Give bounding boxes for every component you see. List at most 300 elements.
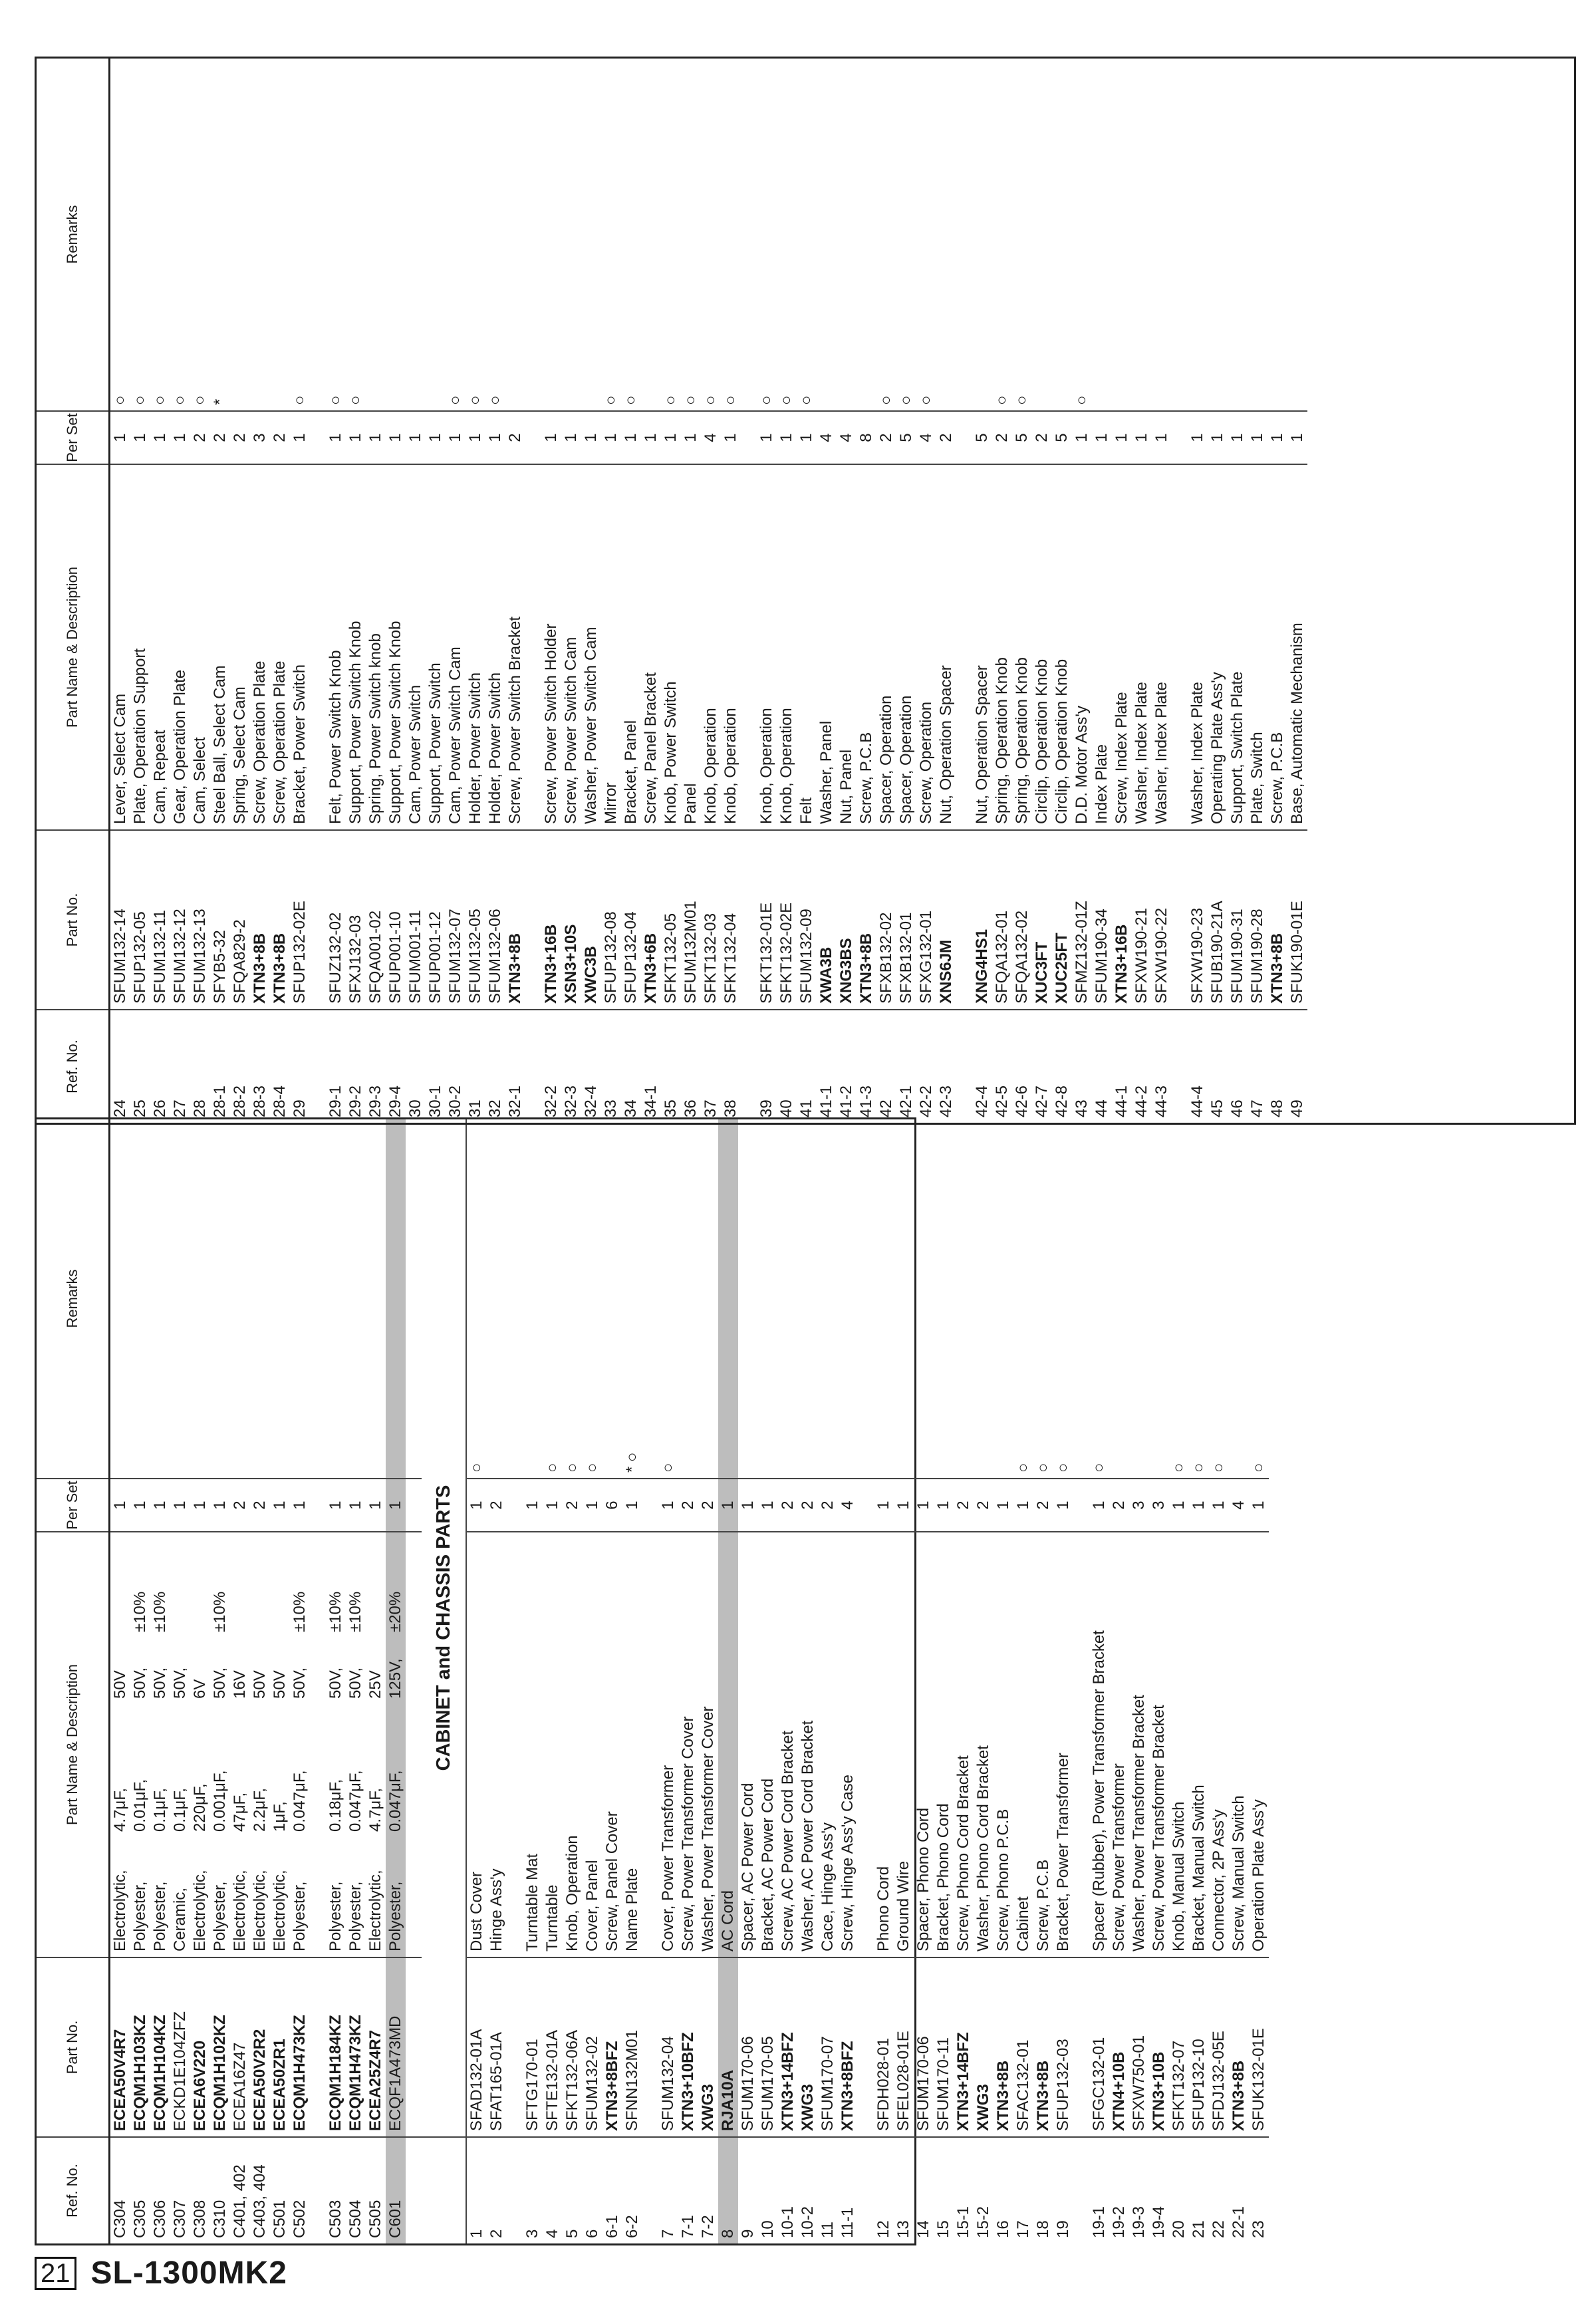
description-cell: Felt [797, 464, 817, 830]
table-row [818, 1119, 838, 2243]
part-no-cell: SFUB190-21A [1208, 830, 1228, 1010]
table-row [876, 59, 896, 1123]
per-set-cell: 2 [563, 1479, 583, 1532]
part-no-cell: SFUM132-07 [446, 830, 466, 1010]
per-set-cell: 1 [757, 411, 777, 464]
part-no-cell: SFUM170-06 [738, 1957, 758, 2137]
remarks-cell [1208, 59, 1228, 411]
part-no-cell: SFXW190-22 [1152, 830, 1172, 1010]
description-part: Electrolytic, [271, 1870, 289, 1951]
spacer-row [507, 1119, 523, 2243]
ref-no-cell: 28-1 [210, 1010, 230, 1123]
per-set-cell: 1 [1132, 411, 1152, 464]
parts-rows-left [110, 1119, 1269, 2243]
description-cell: Panel [681, 464, 701, 830]
remarks-cell [1152, 59, 1172, 411]
spacer-cell [956, 830, 972, 1010]
part-no-cell: SFUP132-02E [290, 830, 310, 1010]
spacer-cell [406, 2137, 422, 2243]
remarks-cell [130, 1119, 150, 1479]
remarks-cell [270, 59, 290, 411]
table-row [366, 1119, 386, 2243]
ref-no-cell: C308 [190, 2137, 210, 2243]
description-cell: Screw, Hinge Ass'y Case [838, 1532, 858, 1957]
per-set-cell: 2 [1033, 1479, 1053, 1532]
spacer-cell [310, 59, 326, 411]
description-cell: Spacer, Operation [896, 464, 916, 830]
ref-no-cell: 28-4 [270, 1010, 290, 1123]
description-cell: Knob, Operation [701, 464, 721, 830]
description-part: Electrolytic, [111, 1870, 129, 1951]
description-part: 50V [251, 1670, 269, 1699]
spacer-cell [741, 59, 757, 411]
description-cell: Spring, Operation Knob [992, 464, 1012, 830]
remarks-cell [270, 1119, 290, 1479]
section-header-row [422, 1119, 466, 2243]
spacer-cell [956, 1010, 972, 1123]
description-cell: Knob, Operation [721, 464, 741, 830]
per-set-cell: 1 [346, 411, 366, 464]
ref-no-cell: 37 [701, 1010, 721, 1123]
ref-no-cell: 35 [661, 1010, 681, 1123]
description-cell: Plate, Operation Support [130, 464, 150, 830]
description-cell: Knob, Operation [777, 464, 797, 830]
remarks-cell: ○ [1090, 1463, 1108, 1473]
remarks-cell: ○ [877, 395, 895, 405]
table-row [1152, 59, 1172, 1123]
spacer-cell [525, 464, 541, 830]
description-cell: Washer, Index Plate [1132, 464, 1152, 830]
per-set-cell: 1 [1112, 411, 1132, 464]
remarks-cell: ○ [327, 395, 344, 405]
part-no-cell: SFUM132-04 [658, 1957, 678, 2137]
description-part: 125V, [386, 1658, 404, 1699]
description-part: 0.1μF, [151, 1788, 169, 1832]
part-no-cell: SFKT132-02E [777, 830, 797, 1010]
ref-no-cell: 14 [914, 2137, 934, 2243]
remarks-cell: ○ [583, 1463, 601, 1473]
description-part: Electrolytic, [366, 1870, 384, 1951]
part-no-cell: SFUM132-09 [797, 830, 817, 1010]
ref-no-cell: 42-5 [992, 1010, 1012, 1123]
per-set-cell: 1 [1092, 411, 1112, 464]
per-set-cell: 1 [914, 1479, 934, 1532]
remarks-cell: ○ [486, 395, 504, 405]
table-row [817, 59, 837, 1123]
ref-no-cell: 31 [466, 1010, 485, 1123]
ref-no-cell: 30-2 [446, 1010, 466, 1123]
per-set-cell: 1 [150, 411, 170, 464]
description-cell: Base, Automatic Mechanism [1287, 464, 1307, 830]
description-cell: Screw, Power Transformer Cover [678, 1532, 698, 1957]
per-set-cell: 1 [290, 1479, 310, 1532]
remarks-cell: ○ [659, 1463, 677, 1473]
per-set-cell: 1 [621, 411, 641, 464]
part-no-cell: SFUK190-01E [1287, 830, 1307, 1010]
per-set-cell: 4 [817, 411, 837, 464]
table-row [346, 1119, 366, 2243]
per-set-cell: 1 [466, 411, 485, 464]
spacer-cell [642, 1957, 658, 2137]
description-part: 50V, [346, 1667, 364, 1699]
remarks-cell [1109, 1119, 1129, 1479]
remarks-cell [641, 59, 661, 411]
part-no-cell: SFQA829-2 [230, 830, 250, 1010]
part-no-cell: SFXW750-01 [1129, 1957, 1149, 2137]
per-set-cell: 1 [523, 1479, 543, 1532]
table-row [541, 59, 561, 1123]
remarks-cell: ○ [131, 395, 149, 405]
part-no-cell: ECQM1H473KZ [290, 1957, 310, 2137]
part-no-cell: XUC25FT [1052, 830, 1072, 1010]
remarks-cell: ○ [622, 395, 640, 405]
ref-no-cell: 30 [406, 1010, 426, 1123]
remarks-cell: ○ [1034, 1463, 1052, 1473]
ref-no-cell: 17 [1013, 2137, 1033, 2243]
description-cell [230, 1532, 250, 1957]
part-no-cell: SFQA132-01 [992, 830, 1012, 1010]
per-set-cell: 4 [916, 411, 936, 464]
description-cell: Washer, Power Transformer Bracket [1129, 1532, 1149, 1957]
remarks-cell [150, 1119, 170, 1479]
table-row [1053, 1119, 1073, 2243]
part-no-cell: XTN3+10BFZ [678, 1957, 698, 2137]
spacer-cell [741, 464, 757, 830]
remarks-cell [1112, 59, 1132, 411]
per-set-cell: 1 [326, 411, 346, 464]
description-cell: Screw, P.C.B [857, 464, 876, 830]
description-cell: Support, Switch Plate [1228, 464, 1248, 830]
description-cell [210, 1532, 230, 1957]
description-cell: Screw, P.C.B [1267, 464, 1287, 830]
table-row [1248, 59, 1267, 1123]
description-cell: Screw, Power Transformer [1109, 1532, 1129, 1957]
description-cell: Name Plate [622, 1532, 642, 1957]
ref-no-cell: 42-2 [916, 1010, 936, 1123]
table-row [857, 59, 876, 1123]
remarks-cell [230, 1119, 250, 1479]
spacer-cell [1073, 1479, 1089, 1532]
remarks-cell [110, 1119, 131, 1479]
per-set-cell: 1 [386, 1479, 406, 1532]
table-row [1112, 59, 1132, 1123]
per-set-cell: 1 [130, 411, 150, 464]
description-part: Electrolytic, [251, 1870, 269, 1951]
per-set-cell: 8 [857, 411, 876, 464]
per-set-cell: 1 [622, 1479, 642, 1532]
table-row [1249, 1119, 1269, 2243]
ref-no-cell: 27 [170, 1010, 190, 1123]
ref-no-cell: 6 [583, 2137, 602, 2243]
description-part: 4.7μF, [111, 1788, 129, 1832]
remarks-cell: ○ [151, 395, 169, 405]
part-no-cell: SFUM132-12 [170, 830, 190, 1010]
per-set-cell: 2 [505, 411, 525, 464]
per-set-cell: 1 [561, 411, 581, 464]
page-footer [35, 2255, 287, 2291]
header-remarks: Remarks [37, 1119, 110, 1479]
part-no-cell: XTN3+10B [1149, 1957, 1169, 2137]
remarks-cell [838, 1119, 858, 1479]
ref-no-cell: 28-3 [250, 1010, 270, 1123]
ref-no-cell: C601 [386, 2137, 406, 2243]
description-cell: Cam, Repeat [150, 464, 170, 830]
ref-no-cell: 41-1 [817, 1010, 837, 1123]
description-cell: Cover, Panel [583, 1532, 602, 1957]
table-row [934, 1119, 954, 2243]
part-no-cell: XTN3+8B [1229, 1957, 1249, 2137]
per-set-cell: 5 [1012, 411, 1032, 464]
description-part: ±10% [131, 1591, 149, 1632]
ref-no-cell: C304 [110, 2137, 131, 2243]
remarks-cell: ○ [467, 1463, 485, 1473]
part-no-cell: SFXB132-02 [876, 830, 896, 1010]
remarks-cell: ○ [897, 395, 915, 405]
per-set-cell: 4 [1229, 1479, 1249, 1532]
ref-no-cell: 32-3 [561, 1010, 581, 1123]
description-part: ±10% [327, 1591, 344, 1632]
section-gap-cell [422, 2137, 466, 2243]
table-row [992, 59, 1012, 1123]
remarks-cell: ○ [702, 395, 720, 405]
table-row [678, 1119, 698, 2243]
description-cell [366, 1532, 386, 1957]
remarks-cell [817, 59, 837, 411]
ref-no-cell: 3 [523, 2137, 543, 2243]
part-no-cell: SFKT132-06A [563, 1957, 583, 2137]
remarks-cell [874, 1119, 894, 1479]
ref-no-cell: C403, 404 [250, 2137, 270, 2243]
per-set-cell: 3 [1149, 1479, 1169, 1532]
table-row [446, 59, 466, 1123]
spacer-cell [310, 1532, 326, 1957]
ref-no-cell: 42 [876, 1010, 896, 1123]
table-row [954, 1119, 974, 2243]
remarks-cell [1132, 59, 1152, 411]
ref-no-cell: 6-2 [622, 2137, 642, 2243]
ref-no-cell: 9 [738, 2137, 758, 2243]
part-no-cell: SFUM132-02 [583, 1957, 602, 2137]
ref-no-cell: 32-1 [505, 1010, 525, 1123]
ref-no-cell: 45 [1208, 1010, 1228, 1123]
ref-no-cell: 47 [1248, 1010, 1267, 1123]
ref-no-cell: 42-3 [936, 1010, 956, 1123]
remarks-cell [994, 1119, 1013, 1479]
remarks-cell [738, 1119, 758, 1479]
per-set-cell: 1 [718, 1479, 738, 1532]
part-no-cell: XTN3+8B [270, 830, 290, 1010]
description-cell: Screw, Manual Switch [1229, 1532, 1249, 1957]
table-row [230, 59, 250, 1123]
description-cell: Turntable [543, 1532, 563, 1957]
table-row [972, 59, 992, 1123]
part-no-cell: SFDH028-01 [874, 1957, 894, 2137]
table-row [1188, 59, 1208, 1123]
part-no-cell: RJA10A [718, 1957, 738, 2137]
table-row [505, 59, 525, 1123]
parts-table-right [37, 59, 1307, 1123]
description-cell: Circlip, Operation Knob [1032, 464, 1052, 830]
description-cell: Dust Cover [466, 1532, 487, 1957]
spacer-row [310, 1119, 326, 2243]
per-set-cell: 1 [994, 1479, 1013, 1532]
table-row [1267, 59, 1287, 1123]
table-row [487, 1119, 507, 2243]
part-no-cell: XTN3+14BFZ [954, 1957, 974, 2137]
per-set-cell: 4 [837, 411, 857, 464]
ref-no-cell: 7 [658, 2137, 678, 2243]
table-row [326, 1119, 346, 2243]
part-no-cell: ECQM1H103KZ [130, 1957, 150, 2137]
spacer-cell [507, 2137, 523, 2243]
ref-no-cell: 42-4 [972, 1010, 992, 1123]
spacer-cell [310, 1957, 326, 2137]
remarks-cell: ○ [446, 395, 464, 405]
per-set-cell: 1 [406, 411, 426, 464]
remarks-cell [170, 1119, 190, 1479]
table-row [426, 59, 446, 1123]
spacer-cell [406, 1957, 422, 2137]
spacer-cell [642, 2137, 658, 2243]
spacer-row [858, 1119, 874, 2243]
part-no-cell: SFUZ132-02 [326, 830, 346, 1010]
description-cell: Bracket, Phono Cord [934, 1532, 954, 1957]
description-part: Ceramic, [171, 1887, 189, 1951]
table-row [721, 59, 741, 1123]
table-row [914, 1119, 934, 2243]
model-number: SL-1300MK2 [90, 2255, 287, 2291]
table-row [601, 59, 621, 1123]
remarks-cell: ○ [1073, 395, 1091, 405]
description-part: 50V [111, 1670, 129, 1699]
remarks-cell [778, 1119, 798, 1479]
remarks-cell: ○ [346, 395, 364, 405]
part-no-cell: SFUM170-11 [934, 1957, 954, 2137]
ref-no-cell: C502 [290, 2137, 310, 2243]
per-set-cell: 1 [1013, 1479, 1033, 1532]
ref-no-cell: 22 [1209, 2137, 1229, 2243]
table-row [658, 1119, 678, 2243]
remarks-cell [602, 1119, 622, 1479]
part-no-cell: XWG3 [974, 1957, 994, 2137]
description-cell: Bracket, Manual Switch [1189, 1532, 1209, 1957]
part-no-cell: SFXJ132-03 [346, 830, 366, 1010]
table-row [1092, 59, 1112, 1123]
description-cell: Index Plate [1092, 464, 1112, 830]
table-row [210, 1119, 230, 2243]
description-cell: Nut, Operation Spacer [972, 464, 992, 830]
part-no-cell: SFEL028-01E [894, 1957, 914, 2137]
remarks-cell [758, 1119, 778, 1479]
remarks-cell [1129, 1119, 1149, 1479]
table-row [622, 1119, 642, 2243]
description-cell: Support, Power Switch Knob [386, 464, 406, 830]
remarks-cell [1052, 59, 1072, 411]
description-part: ±10% [151, 1591, 169, 1632]
part-no-cell: ECEA50V2R2 [250, 1957, 270, 2137]
remarks-cell: ○ [1250, 1463, 1267, 1473]
description-cell [150, 1532, 170, 1957]
description-part: 0.047μF, [386, 1770, 404, 1832]
part-no-cell: XTN3+6B [641, 830, 661, 1010]
description-cell: Ground Wire [894, 1532, 914, 1957]
description-cell: Nut, Operation Spacer [936, 464, 956, 830]
table-row [290, 1119, 310, 2243]
ref-no-cell: 1 [466, 2137, 487, 2243]
per-set-cell: 1 [874, 1479, 894, 1532]
spacer-cell [1172, 464, 1188, 830]
ref-no-cell: 4 [543, 2137, 563, 2243]
part-no-cell: SFUM132-11 [150, 830, 170, 1010]
part-no-cell: XTN3+16B [541, 830, 561, 1010]
per-set-cell: 1 [270, 1479, 290, 1532]
ref-no-cell: 21 [1189, 2137, 1209, 2243]
description-cell: Holder, Power Switch [466, 464, 485, 830]
remarks-cell: ○ [1210, 1463, 1228, 1473]
per-set-cell: 1 [1169, 1479, 1189, 1532]
spacer-cell [525, 59, 541, 411]
description-part: 6V [191, 1679, 209, 1699]
description-cell: Operation Plate Ass'y [1249, 1532, 1269, 1957]
part-no-cell: ECQM1H473KZ [346, 1957, 366, 2137]
table-row [1229, 1119, 1249, 2243]
remarks-cell: ○ [602, 395, 620, 405]
remarks-cell: * [211, 398, 229, 405]
ref-no-cell: 19 [1053, 2137, 1073, 2243]
table-row [1189, 1119, 1209, 2243]
part-no-cell: XNG4HS1 [972, 830, 992, 1010]
description-cell: Screw, Index Plate [1112, 464, 1132, 830]
per-set-cell: 1 [485, 411, 505, 464]
spacer-cell [310, 464, 326, 830]
ref-no-cell: 44-2 [1132, 1010, 1152, 1123]
ref-no-cell: 29 [290, 1010, 310, 1123]
per-set-cell: 1 [934, 1479, 954, 1532]
description-part: ±10% [346, 1591, 364, 1632]
remarks-cell [894, 1119, 914, 1479]
per-set-cell: 4 [838, 1479, 858, 1532]
part-no-cell: SFUM132-06 [485, 830, 505, 1010]
description-cell [346, 1532, 366, 1957]
part-no-cell: SFKT132-04 [721, 830, 741, 1010]
spacer-row [310, 59, 326, 1123]
part-no-cell: SFUP132-10 [1189, 1957, 1209, 2137]
per-set-cell: 1 [150, 1479, 170, 1532]
description-part: ±20% [386, 1591, 404, 1632]
part-no-cell: SFUP132-04 [621, 830, 641, 1010]
per-set-cell: 1 [1228, 411, 1248, 464]
remarks-cell [954, 1119, 974, 1479]
description-cell: Hinge Ass'y [487, 1532, 507, 1957]
table-row [1129, 1119, 1149, 2243]
remarks-cell [210, 1119, 230, 1479]
per-set-cell: 1 [1152, 411, 1172, 464]
ref-no-cell: 44-1 [1112, 1010, 1132, 1123]
description-cell: Screw, Phono P.C.B [994, 1532, 1013, 1957]
part-no-cell: ECEA25Z4R7 [366, 1957, 386, 2137]
table-row [563, 1119, 583, 2243]
table-row [838, 1119, 858, 2243]
ref-no-cell: 29-1 [326, 1010, 346, 1123]
description-cell: Screw, Operation [916, 464, 936, 830]
ref-no-cell: 11-1 [838, 2137, 858, 2243]
parts-table-left-panel [35, 1117, 1267, 2245]
ref-no-cell: C306 [150, 2137, 170, 2243]
remarks-cell [290, 1119, 310, 1479]
table-row [1032, 59, 1052, 1123]
header-ref-no: Ref. No. [37, 2137, 110, 2243]
description-cell: Spring, Select Cam [230, 464, 250, 830]
